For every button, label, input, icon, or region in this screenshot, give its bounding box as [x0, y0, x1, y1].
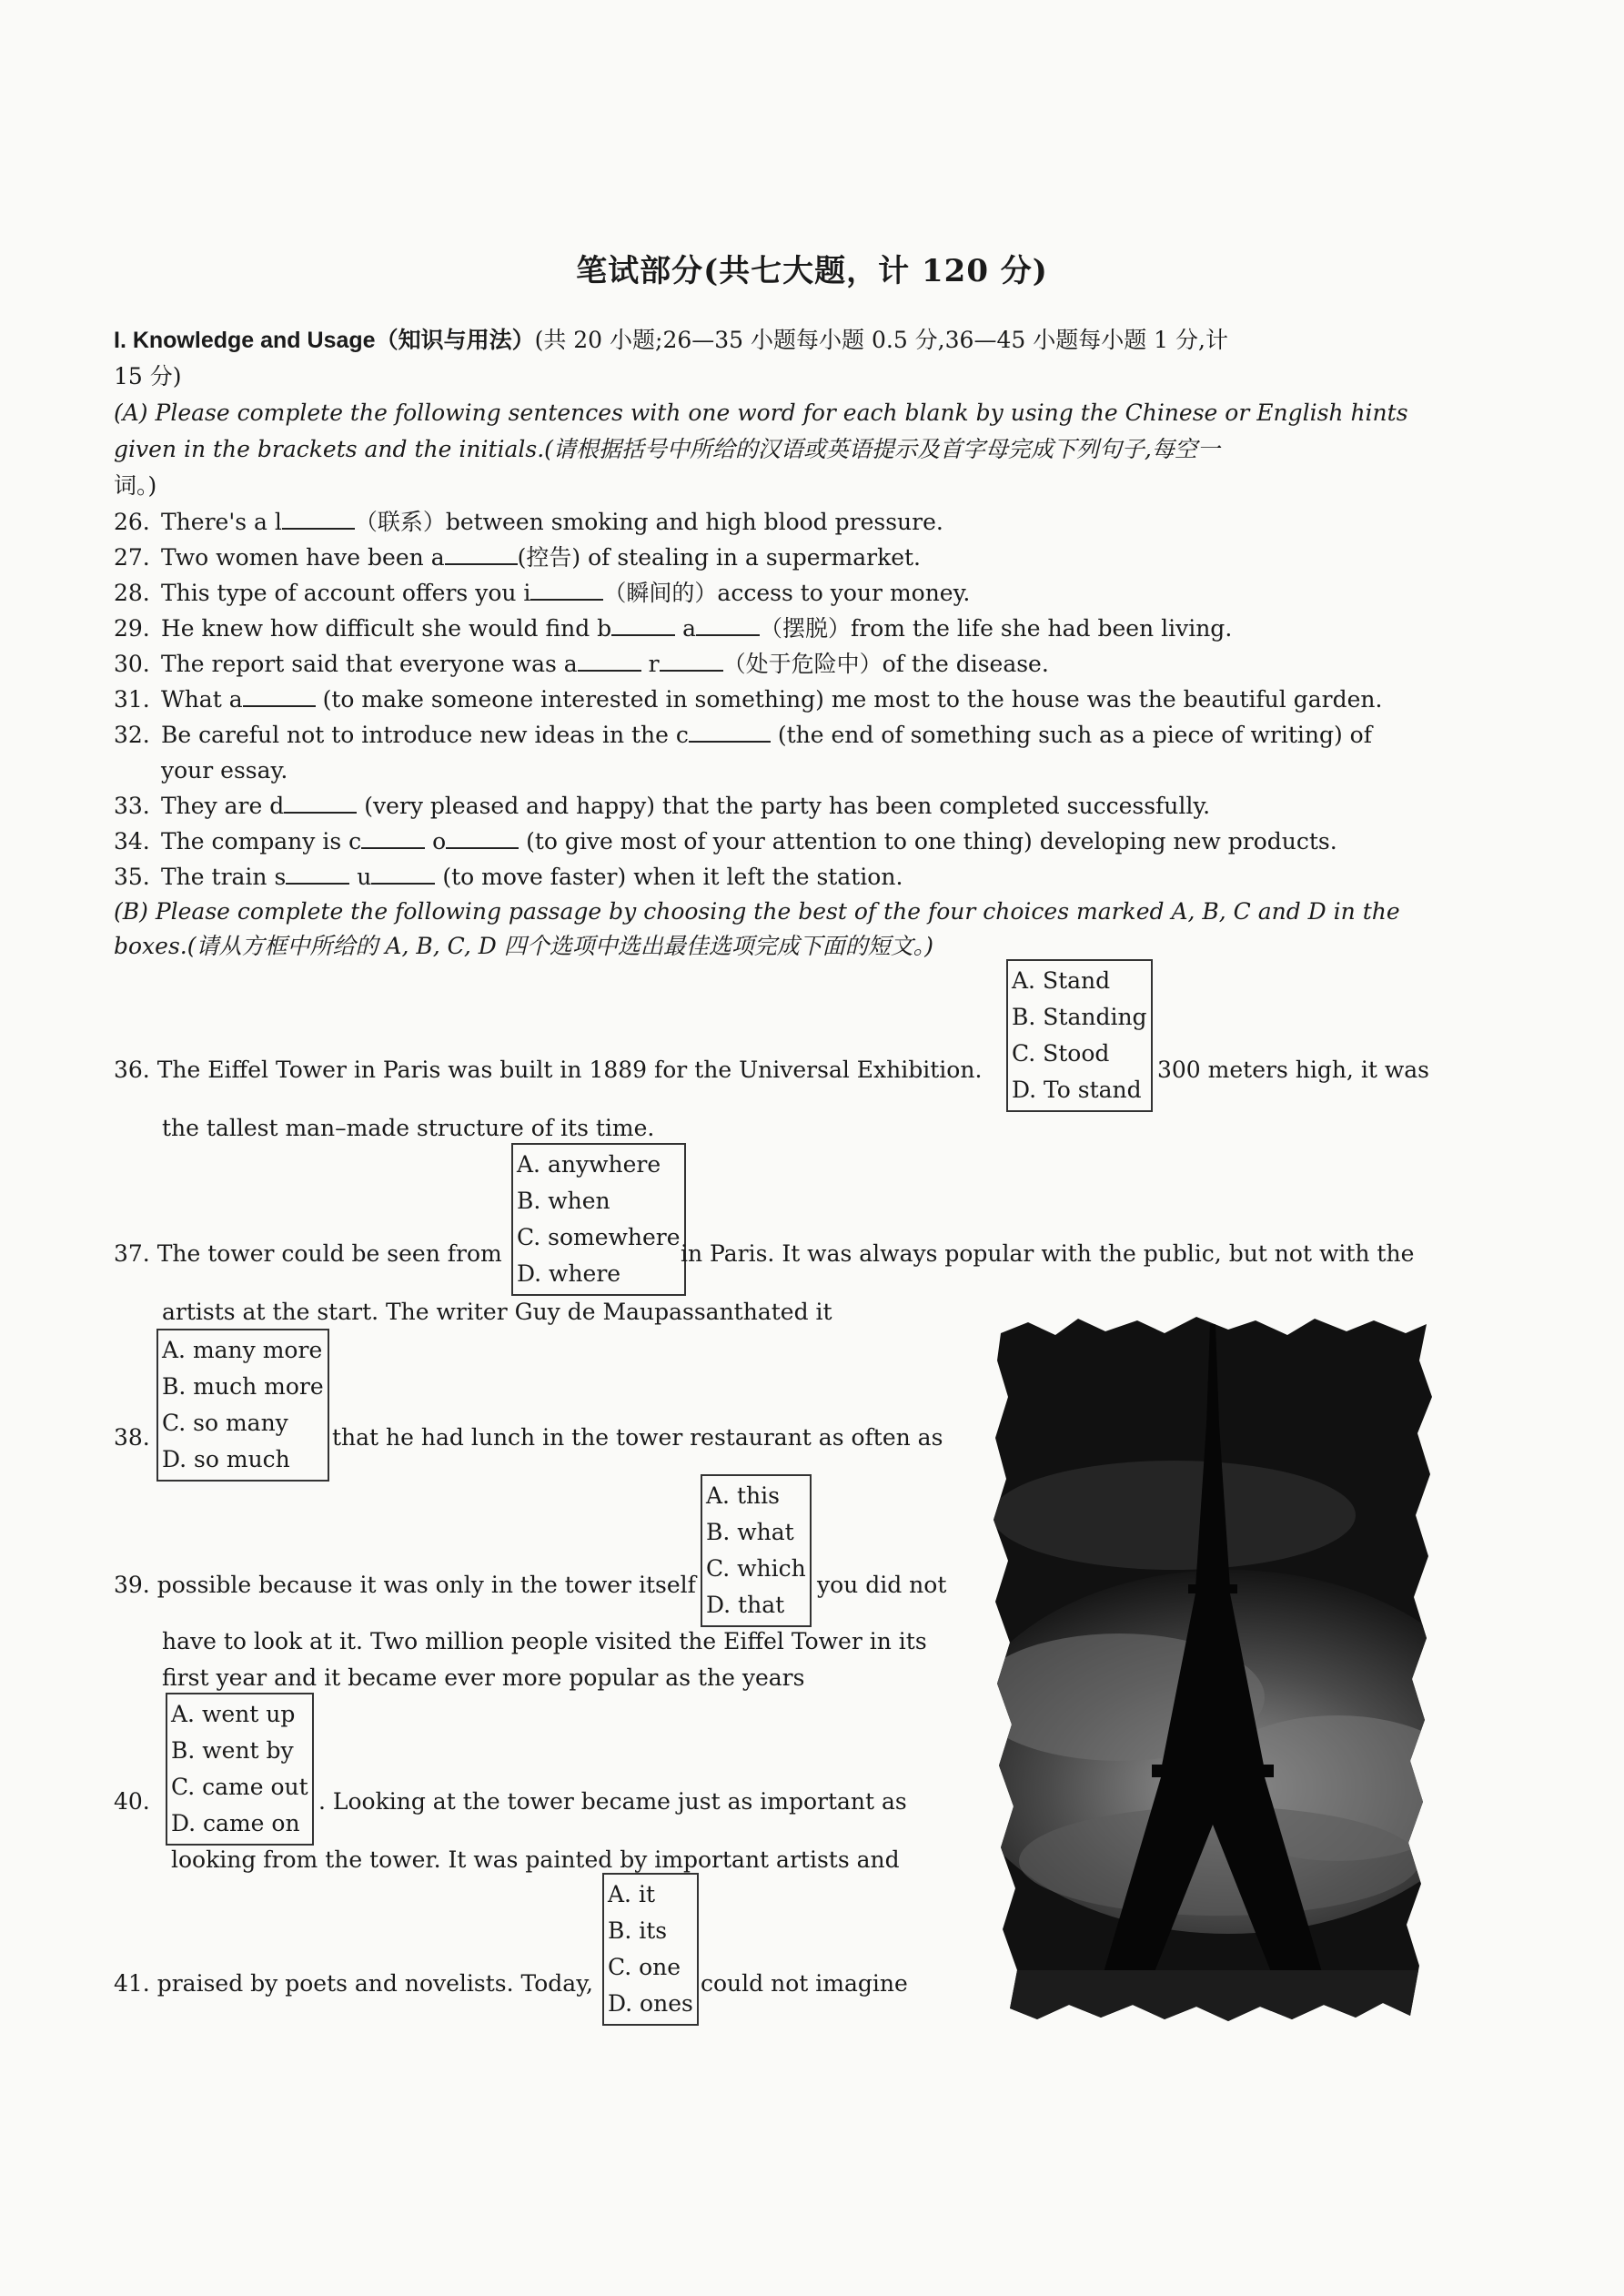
question-29: [114, 611, 1433, 646]
partA-instruction-3: 词。): [114, 472, 157, 499]
answer-blank[interactable]: [284, 792, 357, 814]
option[interactable]: A. Stand: [1012, 967, 1111, 994]
question-39: [114, 1569, 696, 1602]
question-35: [114, 859, 1433, 895]
section-heading-bold: I. Knowledge and Usage: [114, 328, 376, 353]
option[interactable]: D. so much: [162, 1446, 290, 1472]
question-text: This type of account offers you i: [161, 580, 531, 606]
option[interactable]: C. so many: [162, 1410, 288, 1436]
question-number: 37.: [114, 1240, 150, 1267]
question-number: 30.: [114, 651, 150, 677]
section-heading-line2: 15 分): [114, 363, 182, 389]
answer-blank[interactable]: [371, 863, 435, 885]
options-box-41: [602, 1873, 699, 2026]
question-32: [114, 717, 1433, 788]
answer-blank[interactable]: [445, 543, 518, 565]
option[interactable]: A. this: [706, 1482, 780, 1509]
question-text: praised by poets and novelists. Today,: [156, 1970, 593, 1997]
option[interactable]: B. when: [517, 1188, 610, 1214]
question-text: (to make someone interested in something) me most to the house was the beautiful garden.: [322, 686, 1383, 713]
question-text: possible because it was only in the tower itself: [156, 1572, 696, 1598]
section-heading-cn: （知识与用法）: [375, 328, 535, 353]
partA-instruction-2: given in the brackets and the initials.(请根据括号中所给的汉语或英语提示及首字母完成下列句子,每空一: [114, 436, 1220, 462]
answer-blank[interactable]: [243, 685, 316, 707]
question-text: They are d: [161, 793, 285, 819]
option[interactable]: B. Standing: [1012, 1004, 1147, 1030]
question-text: （处于危险中）of the disease.: [722, 651, 1049, 677]
question-text: r: [648, 651, 660, 677]
option[interactable]: D. that: [706, 1592, 785, 1618]
question-number: 39.: [114, 1572, 150, 1598]
option[interactable]: A. anywhere: [517, 1151, 661, 1178]
option[interactable]: A. went up: [171, 1701, 296, 1727]
question-40-continuation: looking from the tower. It was painted by important artists and: [171, 1846, 900, 1873]
question-text: Two women have been a: [161, 544, 445, 571]
question-number: 32.: [114, 722, 150, 748]
options-box-37: [511, 1143, 686, 1296]
partB-instruction-2: boxes.(请从方框中所给的 A, B, C, D 四个选项中选出最佳选项完成下面的短文。): [114, 933, 934, 959]
option[interactable]: C. came out: [171, 1774, 308, 1800]
question-number: 31.: [114, 686, 150, 713]
option[interactable]: D. came on: [171, 1810, 300, 1836]
question-number: 29.: [114, 615, 150, 642]
answer-blank[interactable]: [696, 614, 760, 636]
question-text: Be careful not to introduce new ideas in the c: [161, 722, 689, 748]
question-text: (控告) of stealing in a supermarket.: [517, 544, 922, 571]
question-38-number: 38.: [114, 1424, 150, 1451]
section-heading: [114, 324, 1228, 357]
question-text: (to move faster) when it left the station.: [442, 864, 903, 890]
answer-blank[interactable]: [530, 579, 603, 601]
answer-blank[interactable]: [282, 508, 355, 530]
answer-blank[interactable]: [611, 614, 675, 636]
question-26: [114, 504, 1433, 540]
question-number: 33.: [114, 793, 150, 819]
question-28: [114, 575, 1433, 611]
question-text: (to give most of your attention to one thing) developing new products.: [526, 828, 1337, 855]
question-33: [114, 788, 1433, 824]
options-box-36: [1006, 959, 1153, 1112]
question-36: [114, 1054, 982, 1087]
options-box-38: [156, 1329, 329, 1482]
option[interactable]: C. Stood: [1012, 1040, 1110, 1067]
question-text: The Eiffel Tower in Paris was built in 1889 for the Universal Exhibition.: [156, 1057, 983, 1083]
page-title: 笔试部分(共七大题，计 120 分): [576, 253, 1048, 289]
question-number: 34.: [114, 828, 150, 855]
question-39-continuation-1: have to look at it. Two million people visited the Eiffel Tower in its: [162, 1628, 927, 1654]
question-text: (very pleased and happy) that the party has been completed successfully.: [364, 793, 1211, 819]
question-37-post: in Paris. It was always popular with the public, but not with the: [681, 1240, 1415, 1267]
question-41-post: could not imagine: [701, 1970, 908, 1997]
question-31: [114, 682, 1433, 717]
answer-blank[interactable]: [446, 827, 519, 849]
option[interactable]: A. it: [608, 1881, 655, 1907]
option[interactable]: D. where: [517, 1260, 621, 1287]
question-38-post: that he had lunch in the tower restaurant as often as: [332, 1424, 943, 1451]
answer-blank[interactable]: [660, 650, 723, 672]
option[interactable]: D. ones: [608, 1990, 693, 2017]
question-text: （瞬间的）access to your money.: [603, 580, 971, 606]
question-text: (the end of something such as a piece of writing) of: [777, 722, 1372, 748]
question-text: u: [357, 864, 372, 890]
question-40-number: 40.: [114, 1788, 150, 1815]
options-box-40: [166, 1693, 314, 1846]
option[interactable]: C. which: [706, 1555, 806, 1582]
question-number: 26.: [114, 509, 150, 535]
partB-instruction-1: (B) Please complete the following passage by choosing the best of the four choices marked A, B, C and D in the: [114, 898, 1400, 925]
question-39-continuation-2: first year and it became ever more popular as the years: [162, 1664, 805, 1691]
question-number: 36.: [114, 1057, 150, 1083]
option[interactable]: C. one: [608, 1954, 681, 1980]
option[interactable]: A. many more: [162, 1337, 323, 1363]
question-40-post: . Looking at the tower became just as important as: [318, 1788, 907, 1815]
option[interactable]: B. its: [608, 1917, 668, 1944]
question-37-continuation: artists at the start. The writer Guy de Maupassanthated it: [162, 1299, 832, 1325]
question-number: 41.: [114, 1970, 150, 1997]
question-text: o: [432, 828, 447, 855]
eiffel-tower-photo: [992, 1315, 1437, 2025]
question-text: There's a l: [161, 509, 282, 535]
option[interactable]: D. To stand: [1012, 1077, 1142, 1103]
question-number: 35.: [114, 864, 150, 890]
question-text: a: [682, 615, 697, 642]
question-number: 27.: [114, 544, 150, 571]
question-text: The report said that everyone was a: [161, 651, 578, 677]
option[interactable]: B. what: [706, 1519, 794, 1545]
question-text: （联系）between smoking and high blood pressure.: [354, 509, 943, 535]
option[interactable]: B. much more: [162, 1373, 324, 1400]
question-41: [114, 1967, 593, 2000]
answer-blank[interactable]: [689, 721, 771, 743]
question-30: [114, 646, 1433, 682]
section-heading-rest: (共 20 小题;26—35 小题每小题 0.5 分,36—45 小题每小题 1 分,计: [534, 327, 1228, 353]
answer-blank[interactable]: [578, 650, 641, 672]
question-number: 28.: [114, 580, 150, 606]
eiffel-tower-icon: [992, 1315, 1437, 2025]
option[interactable]: C. somewhere: [517, 1224, 681, 1250]
partA-instruction-1: (A) Please complete the following sentences with one word for each blank by using the Chinese or English hints: [114, 400, 1408, 426]
question-text: The train s: [161, 864, 287, 890]
question-text: What a: [161, 686, 243, 713]
question-37: [114, 1238, 502, 1270]
question-continuation: your essay.: [161, 757, 288, 784]
question-39-post: you did not: [817, 1572, 947, 1598]
question-text: The tower could be seen from: [156, 1240, 502, 1267]
question-34: [114, 824, 1433, 859]
answer-blank[interactable]: [286, 863, 349, 885]
question-text: He knew how difficult she would find b: [161, 615, 612, 642]
question-36-post: 300 meters high, it was: [1157, 1057, 1429, 1083]
question-text: The company is c: [161, 828, 362, 855]
option[interactable]: B. went by: [171, 1737, 294, 1764]
question-text: （摆脱）from the life she had been living.: [760, 615, 1233, 642]
options-box-39: [701, 1474, 812, 1627]
answer-blank[interactable]: [361, 827, 425, 849]
question-36-continuation: the tallest man–made structure of its time.: [162, 1115, 655, 1141]
question-27: [114, 540, 1433, 575]
